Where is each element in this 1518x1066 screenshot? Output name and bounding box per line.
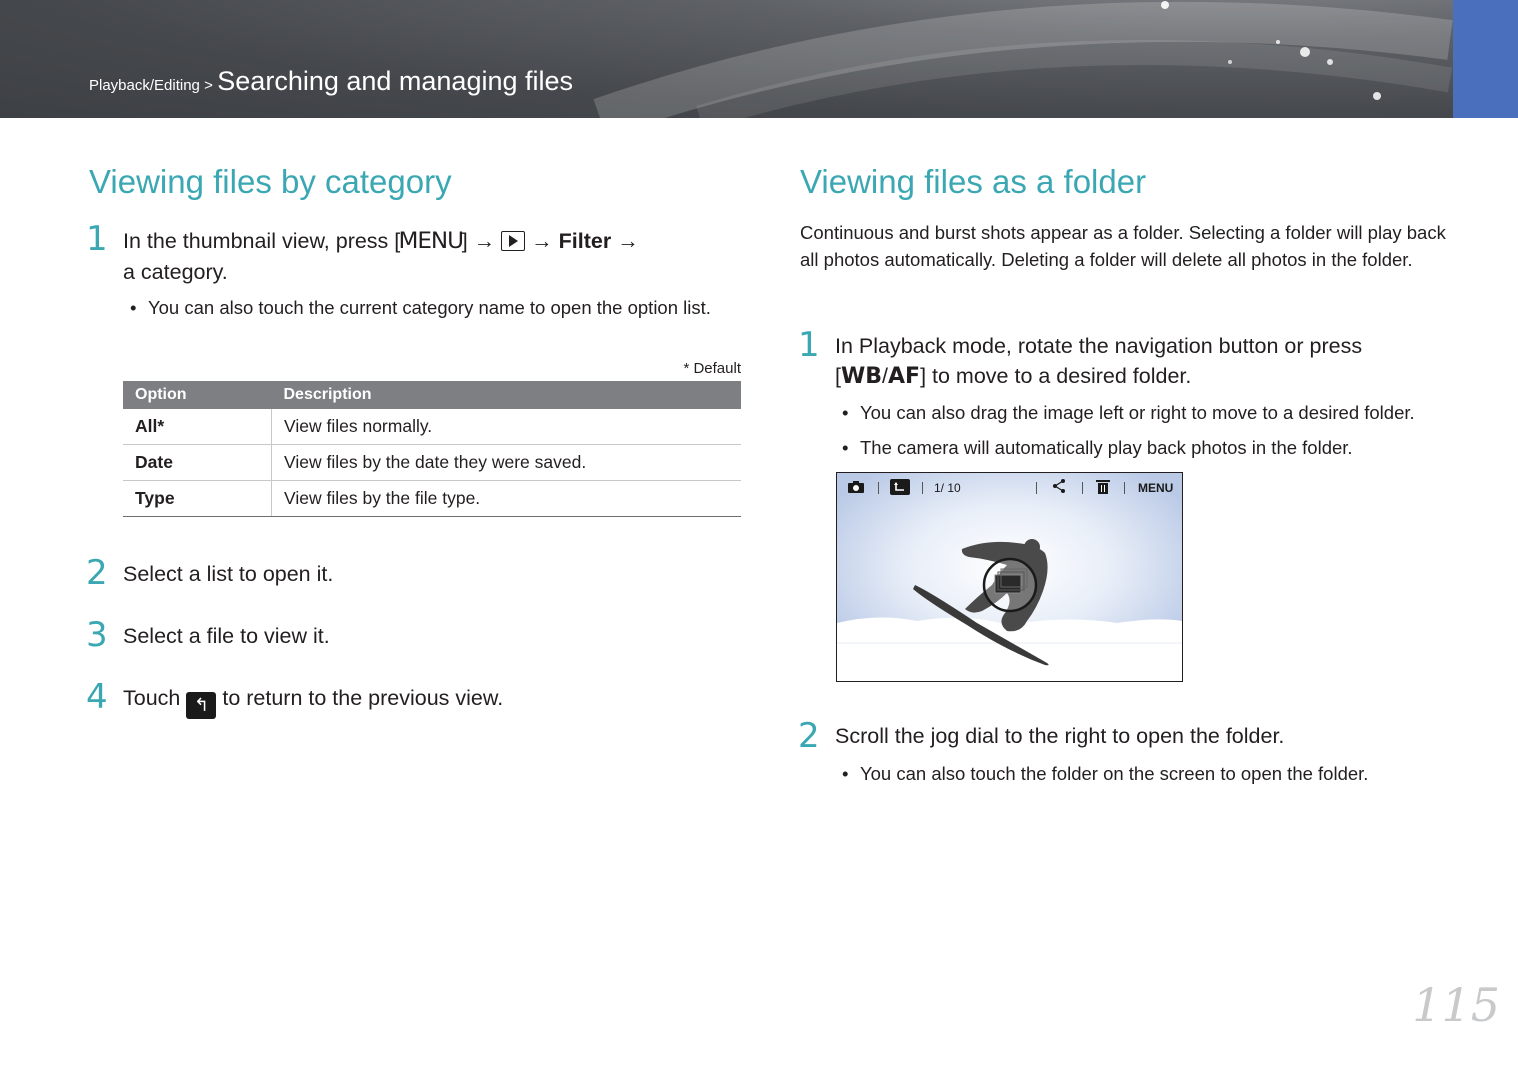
- step1-arrow: →: [531, 229, 553, 253]
- breadcrumb-current: Searching and managing files: [217, 66, 574, 96]
- filter-label: Filter: [558, 229, 612, 253]
- left-step3-text: Select a file to view it.: [123, 624, 330, 648]
- back-icon: ↰: [186, 692, 216, 719]
- toolbar-divider: [1036, 482, 1037, 494]
- right-step1-bullet1: • You can also drag the image left or right to move to a desired folder.: [842, 402, 1415, 423]
- left-step3-number: 3: [86, 615, 108, 655]
- step4-text-post: to return to the previous view.: [222, 686, 504, 710]
- toolbar-divider: [1124, 482, 1125, 494]
- page-number: 115: [1412, 978, 1500, 1032]
- menu-button[interactable]: MENU: [1138, 481, 1174, 495]
- toolbar-divider: [922, 482, 923, 494]
- playback-icon: [501, 231, 525, 251]
- bullet-text: You can also touch the folder on the screen to open the folder.: [860, 763, 1369, 784]
- left-step1-text: [123, 226, 723, 287]
- right-step2-text: Scroll the jog dial to the right to open the folder.: [835, 724, 1285, 748]
- left-step2-number: 2: [86, 553, 108, 593]
- table-row: [123, 481, 741, 517]
- step1-text-pre: In the thumbnail view, press [: [123, 229, 401, 253]
- bullet-text: You can also touch the current category name to open the option list.: [148, 297, 711, 318]
- right-step2-number: 2: [798, 716, 820, 756]
- bracket-open: [: [835, 364, 841, 388]
- left-step4-text: [123, 683, 503, 719]
- default-note: * Default: [683, 360, 741, 377]
- breadcrumb: [89, 66, 573, 97]
- wb-icon: WB: [840, 364, 883, 389]
- table-row: [123, 445, 741, 481]
- snowboarder-image: [837, 473, 1182, 681]
- right-step1-line2: ] to move to a desired folder.: [920, 364, 1192, 388]
- right-step2-bullet: • You can also touch the folder on the screen to open the folder.: [842, 763, 1369, 784]
- left-step1-number: 1: [86, 219, 108, 259]
- header-banner: [0, 0, 1518, 118]
- table-cell-option: Type: [123, 481, 272, 517]
- bullet-text: You can also drag the image left or right to move to a desired folder.: [860, 402, 1415, 423]
- toolbar-divider: [1082, 482, 1083, 494]
- right-step1-bullet2: • The camera will automatically play back photos in the folder.: [842, 437, 1353, 458]
- menu-icon: MENU: [398, 229, 464, 254]
- toolbar-divider: [878, 482, 879, 494]
- af-icon: AF: [888, 364, 921, 389]
- step1-line2: a category.: [123, 260, 228, 284]
- left-step2-text: Select a list to open it.: [123, 562, 334, 586]
- right-step1-number: 1: [798, 325, 820, 365]
- step1-arrow-2: →: [617, 229, 639, 253]
- right-intro: Continuous and burst shots appear as a folder. Selecting a folder will play back all photos automatically. Deleting a folder will delete all photos in the folder.: [800, 222, 1446, 270]
- step1-text-mid: ] →: [461, 229, 496, 253]
- left-step1-bullet: • You can also touch the current category name to open the option list.: [130, 297, 711, 318]
- table-header-description: Description: [272, 381, 742, 409]
- header-blue-tab: [1453, 0, 1518, 118]
- camera-screen: [836, 472, 1183, 682]
- table-cell-option: Date: [123, 445, 272, 481]
- left-step4-number: 4: [86, 677, 108, 717]
- left-section-title: Viewing files by category: [89, 163, 452, 200]
- slash: /: [882, 364, 889, 388]
- table-row: [123, 409, 741, 445]
- bullet-text: The camera will automatically play back photos in the folder.: [860, 437, 1353, 458]
- option-table: [123, 381, 741, 517]
- breadcrumb-parent: Playback/Editing >: [89, 77, 213, 94]
- table-cell-description: View files by the file type.: [272, 481, 742, 517]
- screen-toolbar: [837, 473, 1182, 501]
- right-section-title: Viewing files as a folder: [800, 163, 1147, 200]
- table-header-row: [123, 381, 741, 409]
- right-step1-line1: In Playback mode, rotate the navigation button or press: [835, 334, 1363, 358]
- right-step1-text: [835, 331, 1455, 392]
- image-counter: 1/ 10: [934, 481, 961, 495]
- table-header-option: Option: [123, 381, 272, 409]
- step4-text-pre: Touch: [123, 686, 181, 710]
- table-cell-option: All*: [123, 409, 272, 445]
- table-cell-description: View files by the date they were saved.: [272, 445, 742, 481]
- header-decoration: [0, 0, 1518, 118]
- table-cell-description: View files normally.: [272, 409, 742, 445]
